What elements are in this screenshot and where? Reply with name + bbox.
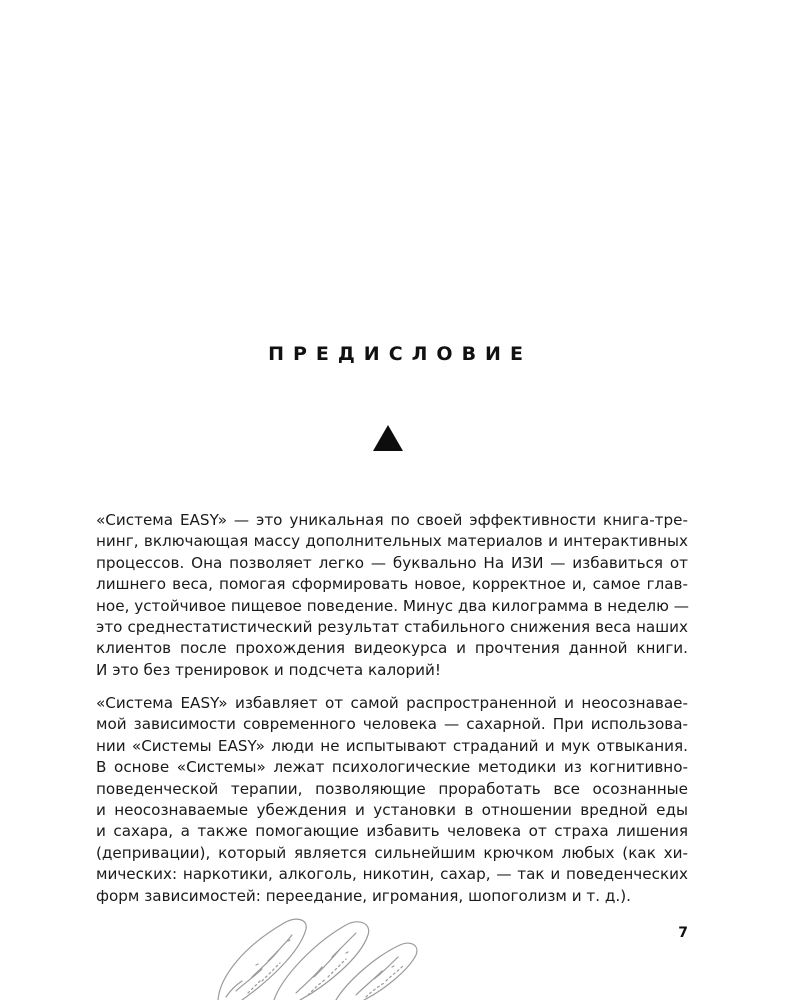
bread-loaves-illustration [196,905,426,1000]
text-line: форм зависимостей: переедание, игромания, шопоголизм и т. д.). [96,886,631,905]
chapter-title: ПРЕДИСЛОВИЕ [268,343,532,365]
text-line: процессов. Она позволяет легко — буквально На ИЗИ — избавиться от [96,553,688,572]
text-line: мических: наркотики, алкоголь, никотин, сахар, — так и поведенческих [96,865,688,884]
text-line: «Система EASY» избавляет от самой распространенной и неосознавае- [96,694,688,712]
text-line: мой зависимости современного человека — сахарной. При использова- [96,715,688,734]
text-line: поведенческой терапии, позволяющие проработать все осознанные [96,779,688,798]
text-line: В основе «Системы» лежат психологические методики из когнитивно- [96,758,688,777]
paragraph-2 [96,693,688,907]
text-line: ное, устойчивое пищевое поведение. Минус два килограмма в неделю — [96,596,689,615]
text-line: и сахара, а также помогающие избавить человека от страха лишения [96,822,688,841]
text-line: лишнего веса, помогая сформировать новое, корректное и, самое глав- [96,575,688,594]
page-number: 7 [678,925,688,941]
text-line: клиентов после прохождения видеокурса и прочтения данной книги. [96,639,688,658]
text-line: нии «Системы EASY» люди не испытывают страданий и мук отвыкания. [96,736,688,755]
text-line: это среднестатистический результат стабильного снижения веса наших [96,618,688,637]
text-line: «Система EASY» — это уникальная по своей эффективности книга-тре- [96,511,688,529]
text-line: и неосознаваемые убеждения и установки в отношении вредной еды [96,801,688,820]
text-line: нинг, включающая массу дополнительных материалов и интерактивных [96,532,688,551]
triangle-icon [372,424,404,452]
text-line: (депривации), который является сильнейшим крючком любых (как хи- [96,843,688,862]
text-line: И это без тренировок и подсчета калорий! [96,660,441,679]
paragraph-1 [96,510,688,681]
